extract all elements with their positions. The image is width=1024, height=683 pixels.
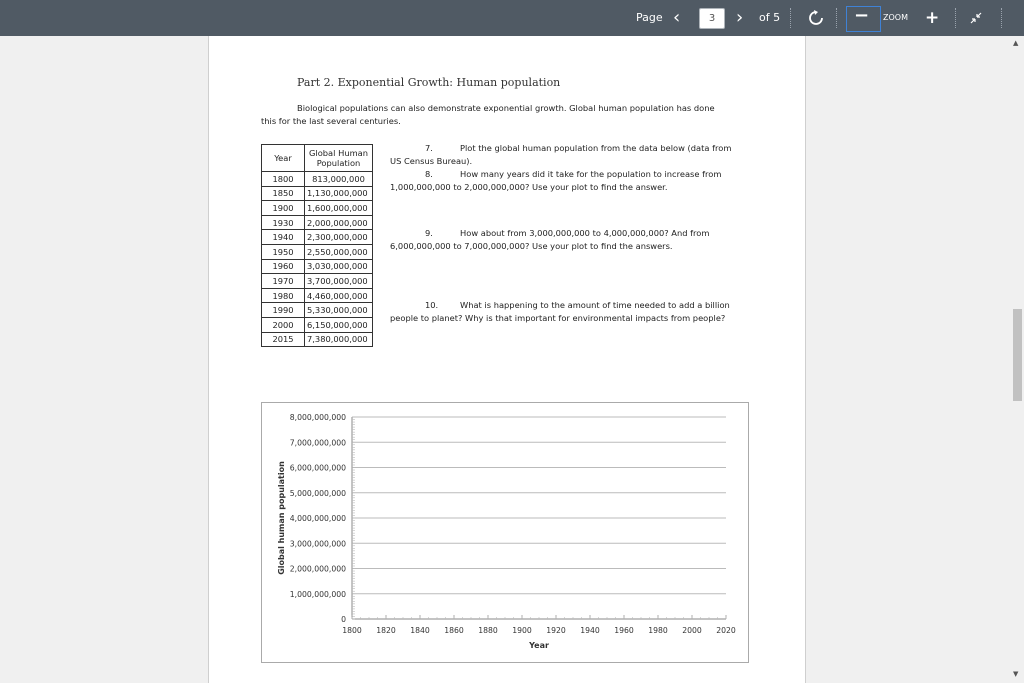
table-row — [262, 201, 373, 216]
y-tick-label: 7,000,000,000 — [289, 438, 346, 448]
x-tick-label: 2020 — [716, 626, 736, 635]
x-tick-label: 1860 — [444, 626, 464, 635]
cell-year: 1960 — [262, 259, 305, 274]
q7-number: 7. — [425, 143, 433, 153]
x-tick-label: 1900 — [512, 626, 532, 635]
divider — [836, 8, 837, 28]
divider — [1001, 8, 1002, 28]
table-row — [262, 274, 373, 289]
header-year: Year — [262, 145, 305, 172]
y-tick-label: 4,000,000,000 — [289, 514, 346, 523]
zoom-out-button[interactable] — [846, 6, 881, 32]
section-heading: Part 2. Exponential Growth: Human population — [297, 76, 561, 89]
q9-line1: How about from 3,000,000,000 to 4,000,000,000? And from — [460, 228, 710, 238]
page-total: of 5 — [759, 11, 781, 24]
q9-number: 9. — [425, 228, 433, 238]
x-tick-label: 1920 — [546, 626, 566, 635]
x-axis-title: Year — [529, 641, 549, 650]
header-population — [305, 145, 373, 172]
cell-year: 1940 — [262, 230, 305, 245]
population-table — [261, 144, 373, 347]
q10-line2: people to planet? Why is that important for environmental impacts from people? — [390, 313, 726, 323]
y-tick-label: 2,000,000,000 — [289, 564, 346, 574]
x-tick-label: 1800 — [342, 626, 362, 635]
table-row — [262, 303, 373, 318]
cell-population: 5,330,000,000 — [305, 303, 373, 318]
collapse-icon[interactable] — [969, 11, 983, 25]
cell-year: 1800 — [262, 172, 305, 187]
cell-population: 6,150,000,000 — [305, 317, 373, 332]
rotate-icon[interactable] — [808, 10, 824, 26]
q10-line1: What is happening to the amount of time needed to add a billion — [460, 300, 730, 310]
population-chart — [261, 402, 749, 663]
cell-population: 3,030,000,000 — [305, 259, 373, 274]
x-tick-label: 1940 — [580, 626, 600, 635]
table-row — [262, 317, 373, 332]
cell-population: 2,550,000,000 — [305, 244, 373, 259]
cell-year: 1950 — [262, 244, 305, 259]
table-header-row — [262, 145, 373, 172]
x-tick-label: 1980 — [648, 626, 668, 635]
table-row — [262, 172, 373, 187]
table-row — [262, 186, 373, 201]
y-axis-title: Global human population — [277, 461, 286, 575]
zoom-label: ZOOM — [883, 13, 908, 22]
table-row — [262, 288, 373, 303]
table-row — [262, 215, 373, 230]
divider — [955, 8, 956, 28]
cell-population: 1,130,000,000 — [305, 186, 373, 201]
cell-year: 1930 — [262, 215, 305, 230]
page-number-input[interactable]: 3 — [699, 8, 725, 29]
q7-line1: Plot the global human population from the data below (data from — [460, 143, 732, 153]
table-row — [262, 332, 373, 347]
y-tick-label: 5,000,000,000 — [289, 488, 346, 498]
q8-number: 8. — [425, 169, 433, 179]
scroll-down-icon[interactable]: ▼ — [1013, 670, 1019, 678]
page-label: Page — [636, 11, 663, 24]
y-tick-label: 6,000,000,000 — [289, 463, 346, 473]
cell-year: 1990 — [262, 303, 305, 318]
scrollbar-thumb[interactable] — [1013, 309, 1022, 401]
cell-population: 813,000,000 — [305, 172, 373, 187]
scroll-up-icon[interactable]: ▲ — [1013, 39, 1019, 47]
y-tick-label: 0 — [341, 615, 346, 624]
cell-year: 2000 — [262, 317, 305, 332]
cell-year: 1980 — [262, 288, 305, 303]
viewer-toolbar — [0, 0, 1024, 36]
intro-text-line2: this for the last several centuries. — [261, 116, 401, 126]
cell-population: 4,460,000,000 — [305, 288, 373, 303]
q7-line2: US Census Bureau). — [390, 156, 473, 166]
x-tick-label: 1840 — [410, 626, 430, 635]
chevron-left-icon[interactable]: ‹ — [673, 7, 681, 28]
zoom-out-icon: − — [854, 5, 870, 26]
q8-line1: How many years did it take for the population to increase from — [460, 169, 722, 179]
table-row — [262, 244, 373, 259]
x-tick-label: 2000 — [682, 626, 702, 635]
cell-year: 1850 — [262, 186, 305, 201]
y-tick-label: 8,000,000,000 — [289, 413, 346, 422]
x-tick-label: 1820 — [376, 626, 396, 635]
header-population-line2: Population — [316, 158, 361, 168]
divider — [790, 8, 791, 28]
cell-population: 3,700,000,000 — [305, 274, 373, 289]
y-tick-label: 1,000,000,000 — [289, 589, 346, 599]
cell-population: 2,000,000,000 — [305, 215, 373, 230]
chart-svg — [262, 403, 748, 662]
header-population-line1: Global Human — [308, 148, 369, 158]
cell-year: 1970 — [262, 274, 305, 289]
q10-number: 10. — [425, 300, 439, 310]
q9-line2: 6,000,000,000 to 7,000,000,000? Use your plot to find the answers. — [390, 241, 673, 251]
table-row — [262, 259, 373, 274]
chevron-right-icon[interactable]: › — [736, 7, 744, 28]
intro-text-line1: Biological populations can also demonstrate exponential growth. Global human population has done — [297, 103, 715, 113]
q8-line2: 1,000,000,000 to 2,000,000,000? Use your plot to find the answer. — [390, 182, 668, 192]
cell-population: 7,380,000,000 — [305, 332, 373, 347]
cell-population: 2,300,000,000 — [305, 230, 373, 245]
cell-year: 2015 — [262, 332, 305, 347]
table-row — [262, 230, 373, 245]
cell-population: 1,600,000,000 — [305, 201, 373, 216]
y-tick-label: 3,000,000,000 — [289, 539, 346, 549]
zoom-in-icon[interactable]: + — [925, 8, 940, 28]
x-tick-label: 1880 — [478, 626, 498, 635]
x-tick-label: 1960 — [614, 626, 634, 635]
cell-year: 1900 — [262, 201, 305, 216]
